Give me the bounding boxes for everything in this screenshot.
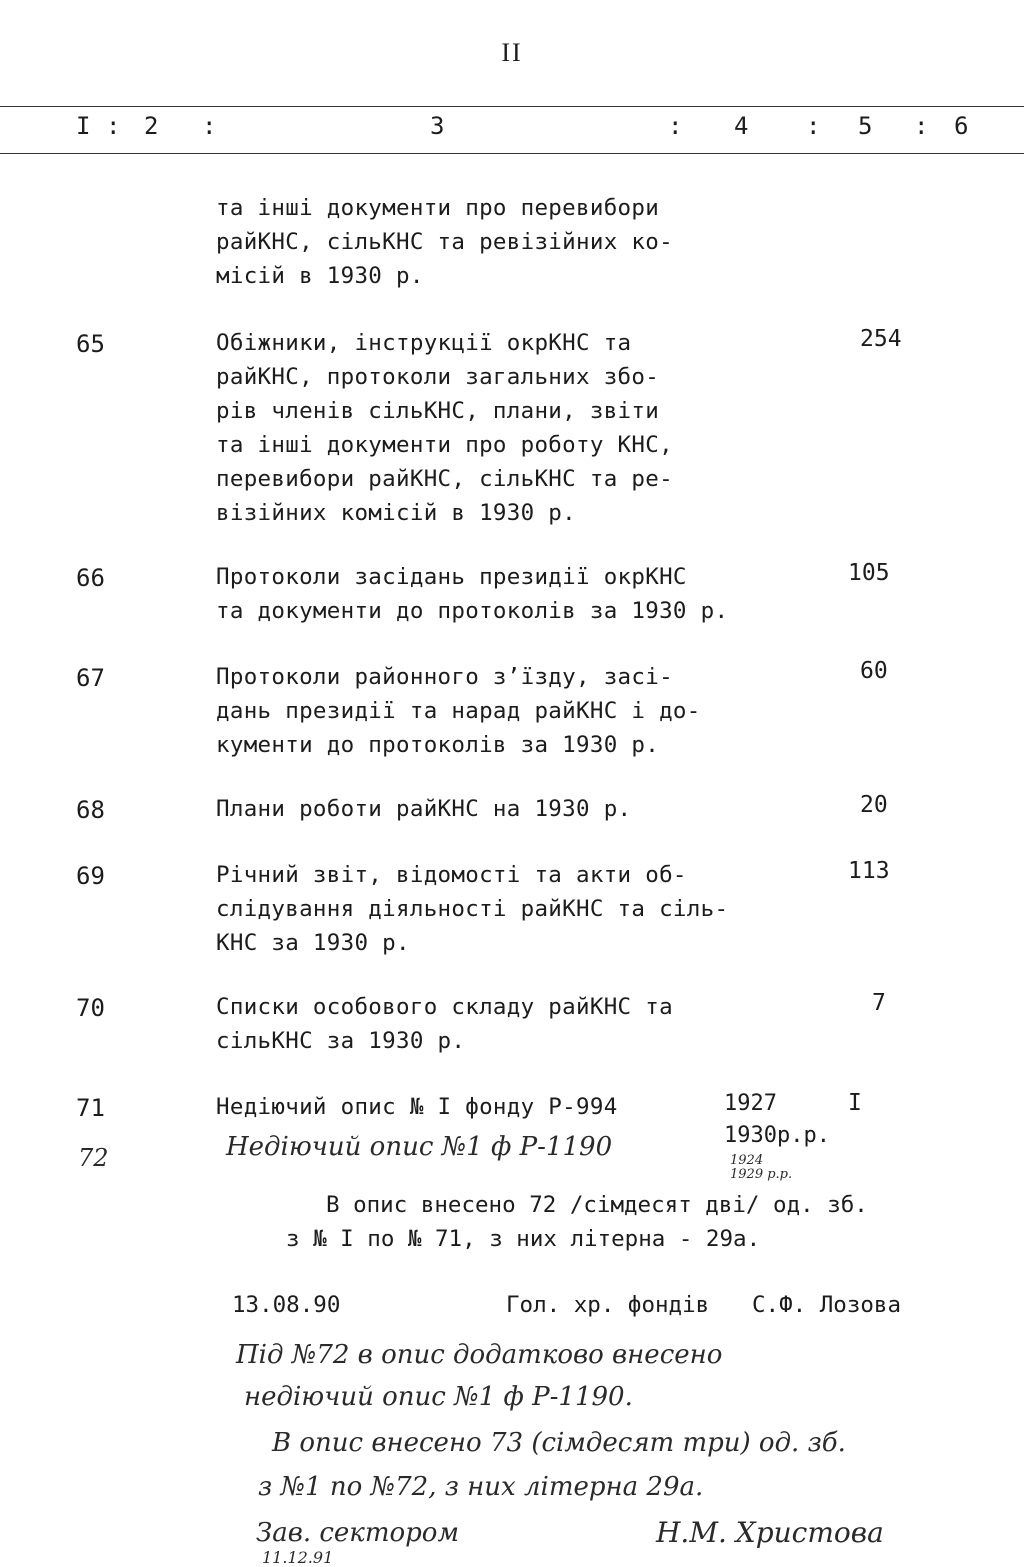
header-bottom-rule <box>0 153 1024 154</box>
signature-title: Гол. хр. фондів <box>506 1292 710 1318</box>
footer-position: Зав. сектором <box>256 1518 459 1548</box>
entry-count: 254 <box>860 326 902 352</box>
entry-number: 69 <box>76 862 105 890</box>
header-top-rule <box>0 106 1024 107</box>
handwritten-note-line: Під №72 в опис додатково внесено <box>236 1340 723 1370</box>
entry-description: Недіючий опис № І фонду Р-994 <box>216 1094 618 1120</box>
column-separator: : <box>914 112 929 140</box>
entry-count: 20 <box>860 792 888 818</box>
column-separator: : <box>668 112 683 140</box>
entry-years-handwritten: 1924 1929 р.р. <box>730 1153 793 1182</box>
entry-count: 105 <box>848 560 890 586</box>
footer-name: Н.М. Христова <box>656 1516 884 1549</box>
entry-number: 67 <box>76 664 105 692</box>
footer-date: 11.12.91 <box>262 1548 334 1567</box>
column-separator: : <box>202 112 217 140</box>
entry-number: 65 <box>76 330 105 358</box>
entry-description: Списки особового складу райКНС та сільКНС за 1930 р. <box>216 994 673 1054</box>
column-separator: : <box>806 112 821 140</box>
column-header-1: I <box>76 112 91 140</box>
handwritten-note-line: недіючий опис №1 ф Р-1190. <box>244 1382 633 1412</box>
entry-number: 71 <box>76 1094 105 1122</box>
column-separator: : <box>106 112 121 140</box>
signature-name: С.Ф. Лозова <box>752 1292 902 1318</box>
page-number: II <box>501 38 523 67</box>
column-header-4: 4 <box>734 112 749 140</box>
column-header-5: 5 <box>858 112 873 140</box>
column-header-2: 2 <box>144 112 159 140</box>
entry-description: Обіжники, інструкції окрКНС та райКНС, протоколи загальних збо- рів членів сільКНС, плани, звіти та інші документи про роботу КНС, перевибори райКНС, сільКНС та ре- візійних комісій в 1930 р. <box>216 330 673 526</box>
entry-description: Протоколи засідань президії окрКНС та документи до протоколів за 1930 р. <box>216 564 729 624</box>
entry-number: 68 <box>76 796 105 824</box>
entry-description: Плани роботи райКНС на 1930 р. <box>216 796 632 822</box>
entry-number: 70 <box>76 994 105 1022</box>
column-header-3: 3 <box>430 112 445 140</box>
entry-description: Річний звіт, відомості та акти об- слідування діяльності райКНС та сіль- КНС за 1930 р. <box>216 862 729 956</box>
entry-count: 7 <box>872 990 886 1016</box>
entry-description-handwritten: Недіючий опис №1 ф Р-1190 <box>226 1132 613 1162</box>
handwritten-note-line: з №1 по №72, з них літерна 29а. <box>258 1472 704 1502</box>
handwritten-note-line: В опис внесено 73 (сімдесят три) од. зб. <box>272 1428 846 1458</box>
summary-line-2: з № І по № 71, з них літерна - 29а. <box>286 1226 761 1252</box>
continued-description: та інші документи про перевибори райКНС, сільКНС та ревізійних ко- місій в 1930 р. <box>216 195 673 289</box>
signature-date: 13.08.90 <box>232 1292 341 1318</box>
column-header-6: 6 <box>954 112 969 140</box>
entry-number-handwritten: 72 <box>78 1144 109 1172</box>
entry-years: 1927 1930р.р. <box>724 1091 830 1148</box>
entry-count: І <box>848 1090 862 1116</box>
summary-line-1: В опис внесено 72 /сімдесят дві/ од. зб. <box>326 1192 868 1218</box>
entry-description: Протоколи районного з’їзду, засі- дань президії та нарад райКНС і до- кументи до протоколів за 1930 р. <box>216 664 701 758</box>
entry-number: 66 <box>76 564 105 592</box>
entry-count: 113 <box>848 858 890 884</box>
entry-count: 60 <box>860 658 888 684</box>
